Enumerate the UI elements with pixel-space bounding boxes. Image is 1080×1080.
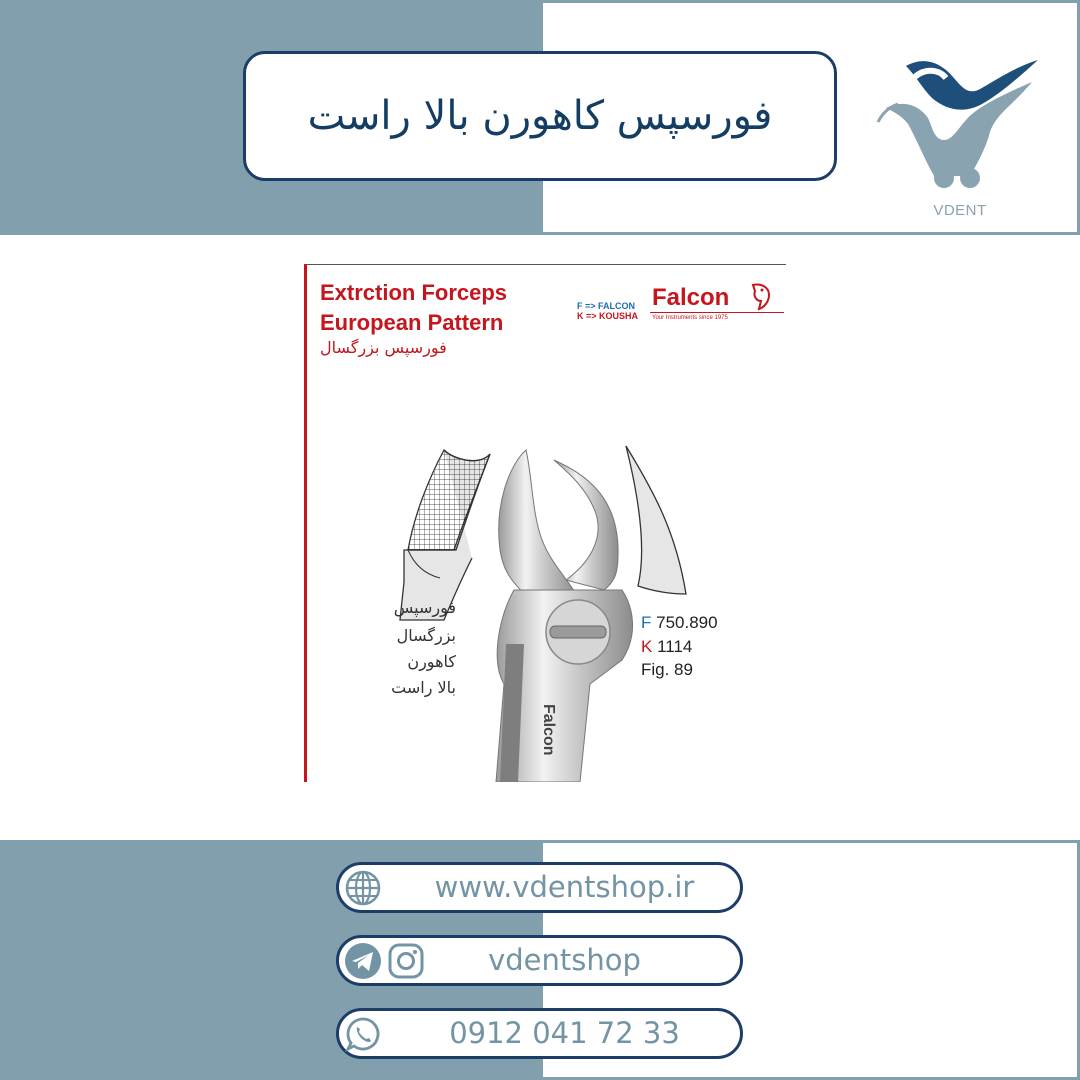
description-line-3: کاهورن: [407, 652, 456, 671]
vdent-logo-icon: [872, 48, 1042, 223]
forceps-body: [496, 450, 633, 782]
beak-inner-view: [400, 450, 490, 620]
brand-tagline: Your Instruments since 1975: [652, 315, 728, 321]
website-link[interactable]: www.vdentshop.ir: [434, 870, 695, 904]
code-kousha-number: 1114: [657, 637, 693, 656]
code-falcon: [641, 613, 718, 633]
phone-pill[interactable]: [336, 1008, 743, 1059]
code-falcon-prefix: F: [641, 613, 652, 632]
social-handle[interactable]: vdentshop: [488, 943, 641, 977]
website-pill[interactable]: [336, 862, 743, 913]
handle-brand-label: Falcon: [540, 704, 557, 756]
product-image: [304, 264, 786, 782]
legend-falcon: F => FALCON: [577, 301, 636, 311]
code-kousha-prefix: K: [641, 637, 653, 656]
page-title: فورسپس کاهورن بالا راست: [307, 93, 773, 139]
catalog-title-fa: فورسپس بزرگسال: [320, 338, 447, 357]
falcon-brand: Falcon: [652, 284, 730, 311]
description-line-1: فورسپس: [393, 598, 456, 617]
legend-kousha: K => KOUSHA: [577, 311, 639, 321]
catalog-title-line1: Extrction Forceps: [320, 280, 508, 305]
code-falcon-number: 750.890: [656, 613, 718, 632]
phone-number[interactable]: 0912 041 72 33: [449, 1016, 680, 1050]
description-line-4: بالا راست: [391, 678, 456, 697]
logo-label: VDENT: [933, 202, 987, 219]
description-line-2: بزرگسال: [396, 626, 456, 645]
social-pill[interactable]: [336, 935, 743, 986]
header-divider: [0, 232, 1080, 235]
figure-number: Fig. 89: [641, 660, 693, 679]
whatsapp-icon: [343, 1014, 383, 1054]
telegram-icon[interactable]: [343, 941, 383, 981]
code-kousha: [641, 637, 692, 657]
forceps-illustration: [304, 264, 786, 782]
beak-side-view: [626, 446, 686, 594]
title-box: [243, 51, 837, 181]
globe-icon: [343, 868, 383, 908]
catalog-title-line2: European Pattern: [320, 310, 504, 335]
